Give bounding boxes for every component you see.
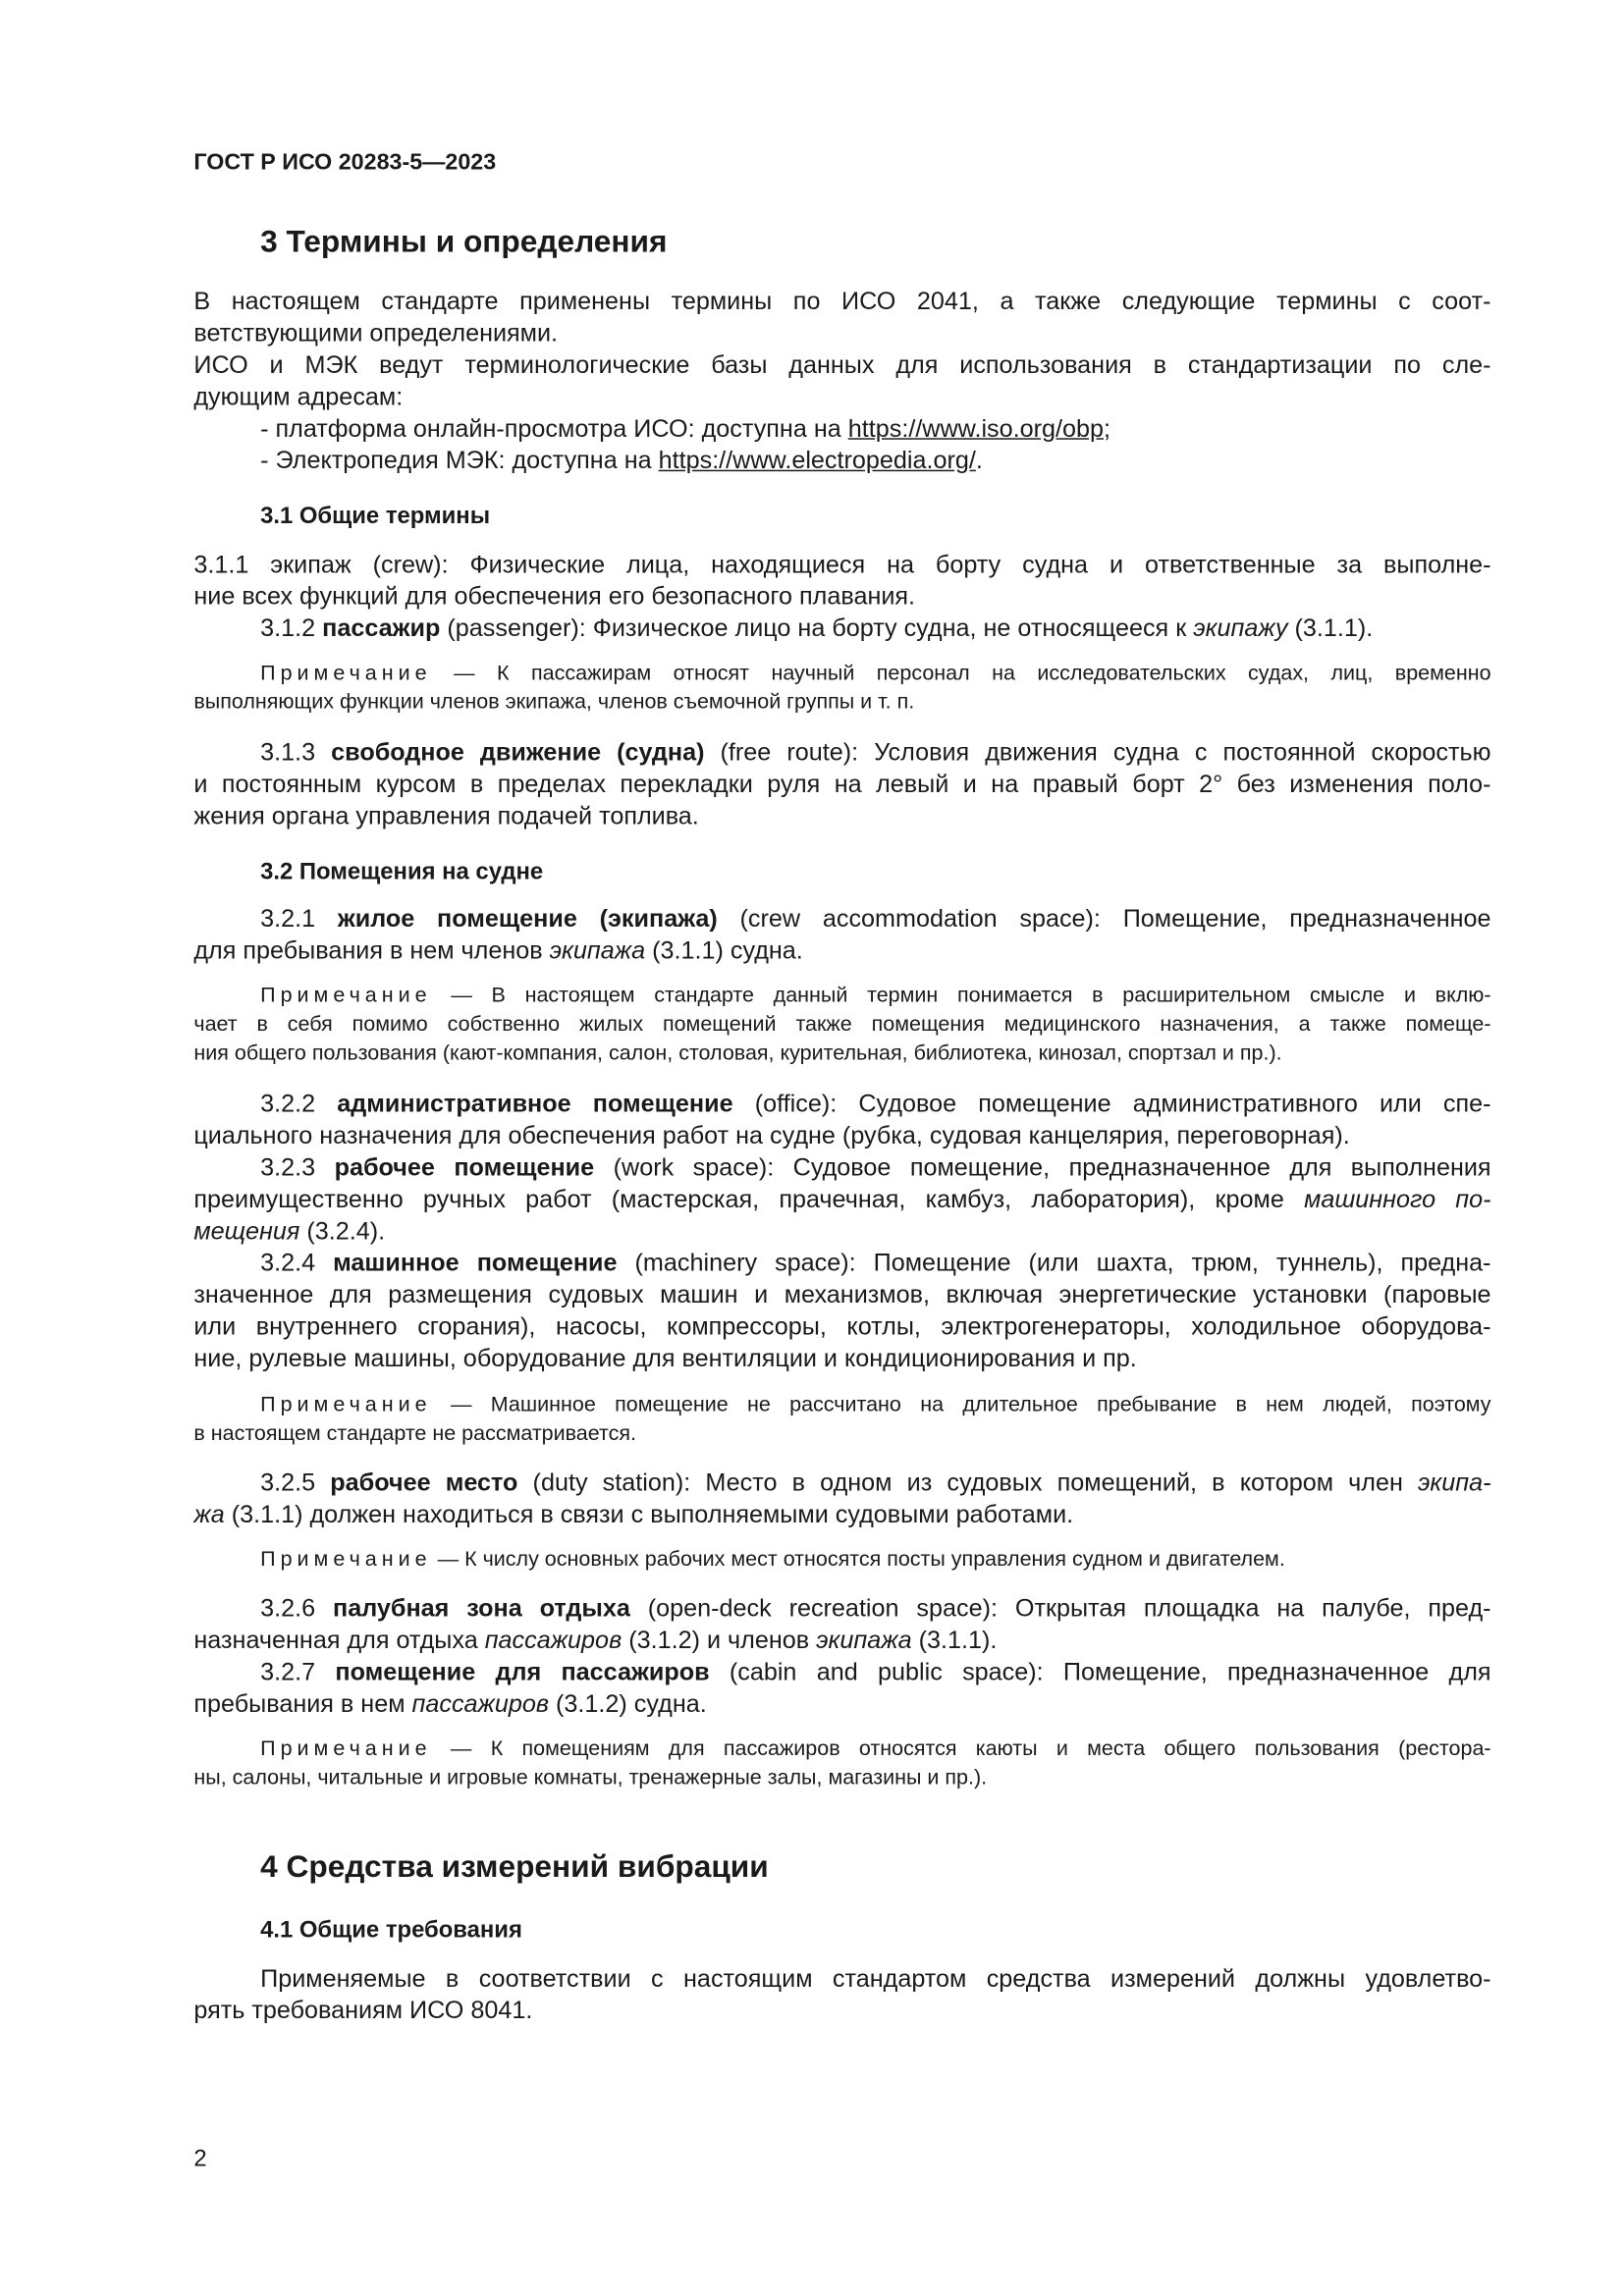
intro-line-3: ИСО и МЭК ведут терминологические базы данных для использования в стандартизации по сле-: [193, 350, 1491, 379]
term-3-2-4-line-2: значенное для размещения судовых машин и механизмов, включая энергетические установки (паровые: [193, 1280, 1491, 1308]
term-3-2-3-line-2: преимущественно ручных работ (мастерская, прачечная, камбуз, лаборатория), кроме машинного по-: [193, 1185, 1491, 1213]
term-3-2-3-line-1: 3.2.3 рабочее помещение (work space): Судовое помещение, предназначенное для выполнения: [260, 1153, 1491, 1182]
link-item-iso: - платформа онлайн-просмотра ИСО: доступна на https://www.iso.org/obp;: [260, 414, 1111, 443]
term-3-2-6-line-1: 3.2.6 палубная зона отдыха (open-deck recreation space): Открытая площадка на палубе, пред-: [260, 1594, 1491, 1623]
term-3-1-3-line-3: жения органа управления подачей топлива.: [193, 802, 699, 830]
document-header: ГОСТ Р ИСО 20283-5—2023: [193, 150, 497, 176]
term-3-1-2: 3.1.2 пассажир (passenger): Физическое лицо на борту судна, не относящееся к экипажу (3.1.1).: [260, 614, 1374, 642]
note-3-1-2-line-1: Примечание — К пассажирам относят научный персонал на исследовательских судах, лиц, временно: [260, 662, 1491, 686]
intro-line-2: ветствующими определениями.: [193, 319, 559, 347]
subsection-3-1-heading: 3.1 Общие термины: [260, 503, 491, 530]
term-3-2-1-line-1: 3.2.1 жилое помещение (экипажа) (crew accommodation space): Помещение, предназначенное: [260, 905, 1491, 934]
term-3-2-3-line-3: мещения (3.2.4).: [193, 1217, 386, 1246]
note-3-1-2-line-2: выполняющих функции членов экипажа, членов съемочной группы и т. п.: [193, 691, 915, 715]
section-4-1-line-1: Применяемые в соответствии с настоящим стандартом средства измерений должны удовлетво-: [260, 1964, 1491, 1993]
note-3-2-7-line-1: Примечание — К помещениям для пассажиров относятся каюты и места общего пользования (рестора-: [260, 1737, 1491, 1761]
note-3-2-5: Примечание — К числу основных рабочих мест относятся посты управления судном и двигателем.: [260, 1548, 1285, 1573]
note-3-2-4-line-1: Примечание — Машинное помещение не рассчитано на длительное пребывание в нем людей, поэтому: [260, 1393, 1491, 1417]
term-3-2-2-line-1: 3.2.2 административное помещение (office): Судовое помещение административного или спе-: [260, 1090, 1491, 1118]
term-3-1-1-line-2: ние всех функций для обеспечения его безопасного плавания.: [193, 582, 916, 611]
term-3-2-4-line-4: ние, рулевые машины, оборудование для вентиляции и кондиционирования и пр.: [193, 1344, 1137, 1372]
intro-line-1: В настоящем стандарте применены термины по ИСО 2041, а также следующие термины с соот-: [193, 288, 1491, 316]
note-3-2-4-line-2: в настоящем стандарте не рассматривается.: [193, 1422, 636, 1446]
term-3-2-6-line-2: назначенная для отдыха пассажиров (3.1.2) и членов экипажа (3.1.1).: [193, 1627, 998, 1654]
section-4-1-line-2: рять требованиям ИСО 8041.: [193, 1997, 533, 2025]
term-3-2-2-line-2: циального назначения для обеспечения работ на судне (рубка, судовая канцелярия, переговорная).: [193, 1121, 1350, 1149]
page-number: 2: [193, 2145, 207, 2172]
section-4-heading: 4 Средства измерений вибрации: [260, 1848, 769, 1885]
note-3-2-1-line-3: ния общего пользования (кают-компания, салон, столовая, курительная, библиотека, кинозал, спортзал и пр.).: [193, 1041, 1282, 1066]
section-3-heading: 3 Термины и определения: [260, 224, 668, 259]
term-3-2-1-line-2: для пребывания в нем членов экипажа (3.1.1) судна.: [193, 936, 803, 965]
subsection-3-2-heading: 3.2 Помещения на судне: [260, 858, 544, 885]
term-3-1-3-line-2: и постоянным курсом в пределах перекладки руля на левый и на правый борт 2° без изменения поло-: [193, 771, 1491, 799]
term-3-2-4-line-3: или внутреннего сгорания), насосы, компрессоры, котлы, электрогенераторы, холодильное оборудова-: [193, 1312, 1491, 1341]
link-item-iec: - Электропедия МЭК: доступна на https://www.electropedia.org/.: [260, 447, 983, 475]
electropedia-link[interactable]: https://www.electropedia.org/: [658, 447, 976, 475]
iso-obp-link[interactable]: https://www.iso.org/obp: [847, 414, 1105, 443]
term-3-2-5-line-1: 3.2.5 рабочее место (duty station): Место в одном из судовых помещений, в котором член экипа-: [260, 1468, 1491, 1497]
term-3-2-5-line-2: жа (3.1.1) должен находиться в связи с выполняемыми судовыми работами.: [193, 1500, 1074, 1528]
note-3-2-1-line-1: Примечание — В настоящем стандарте данный термин понимается в расширительном смысле и вклю-: [260, 985, 1491, 1008]
term-3-2-4-line-1: 3.2.4 машинное помещение (machinery space): Помещение (или шахта, трюм, туннель), предна-: [260, 1249, 1491, 1277]
term-3-2-7-line-2: пребывания в нем пассажиров (3.1.2) судна.: [193, 1689, 707, 1718]
note-3-2-1-line-2: чает в себя помимо собственно жилых помещений также помещения медицинского назначения, а также помеще-: [193, 1013, 1491, 1038]
term-3-2-7-line-1: 3.2.7 помещение для пассажиров (cabin and public space): Помещение, предназначенное для: [260, 1658, 1491, 1686]
term-3-1-1-line-1: 3.1.1 экипаж (crew): Физические лица, находящиеся на борту судна и ответственные за выполне-: [193, 551, 1491, 579]
subsection-4-1-heading: 4.1 Общие требования: [260, 1917, 522, 1944]
term-3-1-3-line-1: 3.1.3 свободное движение (судна) (free route): Условия движения судна с постоянной скоростью: [260, 738, 1491, 767]
note-3-2-7-line-2: ны, салоны, читальные и игровые комнаты, тренажерные залы, магазины и пр.).: [193, 1766, 988, 1790]
intro-line-4: дующим адресам:: [193, 383, 404, 411]
